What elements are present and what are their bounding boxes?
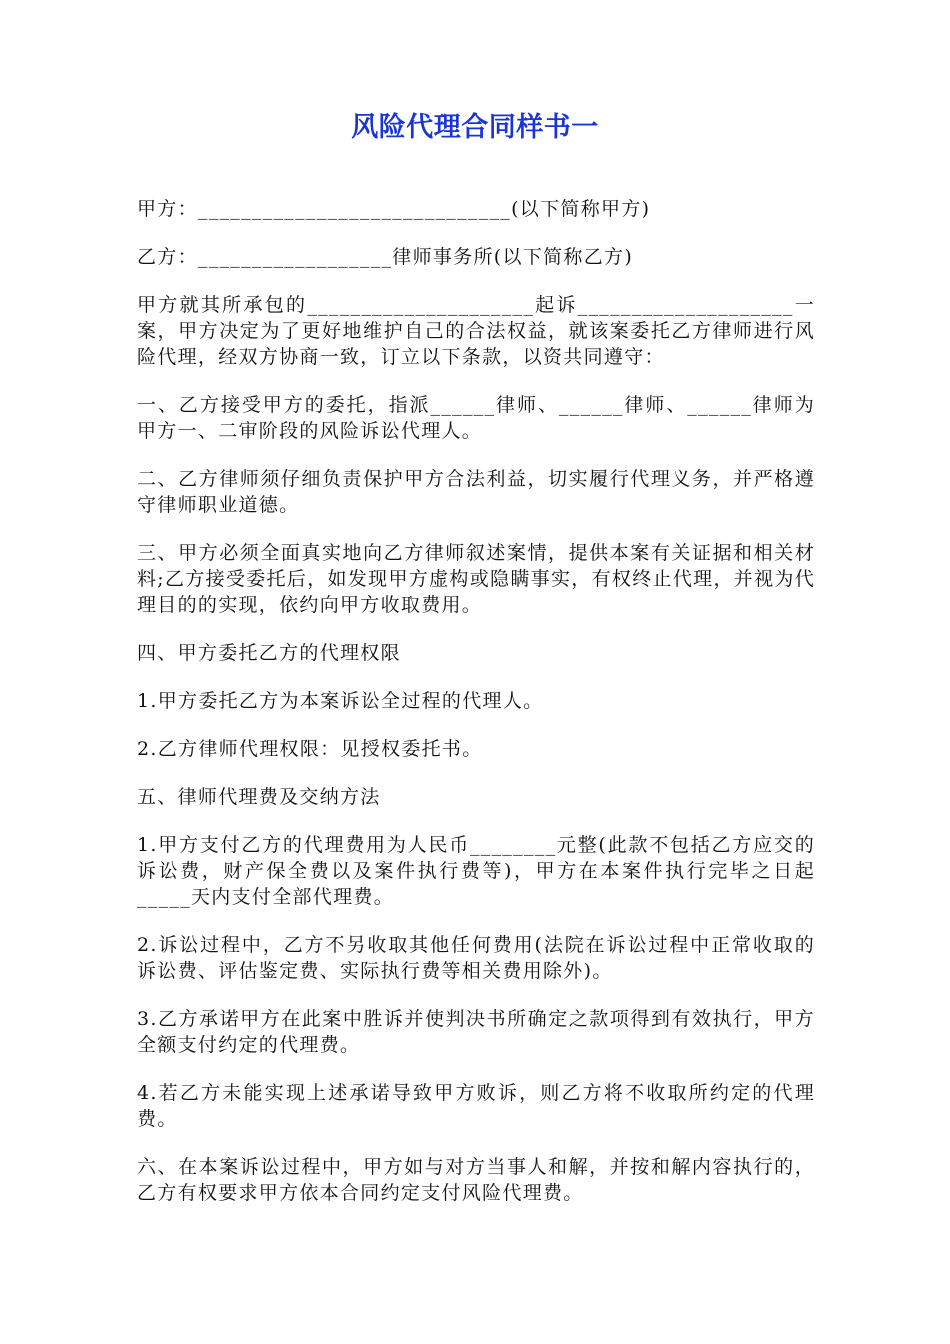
party-a-line: 甲方：_____________________________(以下简称甲方) [137,198,651,220]
clause-5-item-1: 1.甲方支付乙方的代理费用为人民币________元整(此款不包括乙方应交的诉讼费，财产保全费以及案件执行费等)，甲方在本案件执行完毕之日起_____天内支付全部代理费。 [137,834,815,908]
clause-5-item-2: 2.诉讼过程中，乙方不另收取其他任何费用(法院在诉讼过程中正常收取的诉讼费、评估鉴定费、实际执行费等相关费用除外)。 [137,934,815,982]
party-b-line: 乙方：__________________律师事务所(以下简称乙方) [137,246,634,268]
clause-4-item-2: 2.乙方律师代理权限：见授权委托书。 [137,738,483,760]
clause-2: 二、乙方律师须仔细负责保护甲方合法利益，切实履行代理义务，并严格遵守律师职业道德。 [137,468,815,516]
preamble-paragraph: 甲方就其所承包的_____________________起诉____________________一案，甲方决定为了更好地维护自己的合法权益，就该案委托乙方律师进行风险代理，经双方协商一致，订立以下条款，以资共同遵守： [137,294,815,368]
clause-3: 三、甲方必须全面真实地向乙方律师叙述案情，提供本案有关证据和相关材料;乙方接受委托后，如发现甲方虚构或隐瞒事实，有权终止代理，并视为代理目的的实现，依约向甲方收取费用。 [137,542,815,616]
clause-5-item-3: 3.乙方承诺甲方在此案中胜诉并使判决书所确定之款项得到有效执行，甲方全额支付约定的代理费。 [137,1008,815,1056]
clause-4-heading: 四、甲方委托乙方的代理权限 [137,642,401,664]
clause-1: 一、乙方接受甲方的委托，指派______律师、______律师、______律师为甲方一、二审阶段的风险诉讼代理人。 [137,394,815,442]
clause-5-heading: 五、律师代理费及交纳方法 [137,786,381,808]
clause-5-item-4: 4.若乙方未能实现上述承诺导致甲方败诉，则乙方将不收取所约定的代理费。 [137,1082,815,1130]
document-body [137,196,815,1228]
document-title: 风险代理合同样书一 [351,112,599,143]
clause-4-item-1: 1.甲方委托乙方为本案诉讼全过程的代理人。 [137,690,544,712]
clause-6: 六、在本案诉讼过程中，甲方如与对方当事人和解，并按和解内容执行的，乙方有权要求甲方依本合同约定支付风险代理费。 [137,1156,815,1204]
